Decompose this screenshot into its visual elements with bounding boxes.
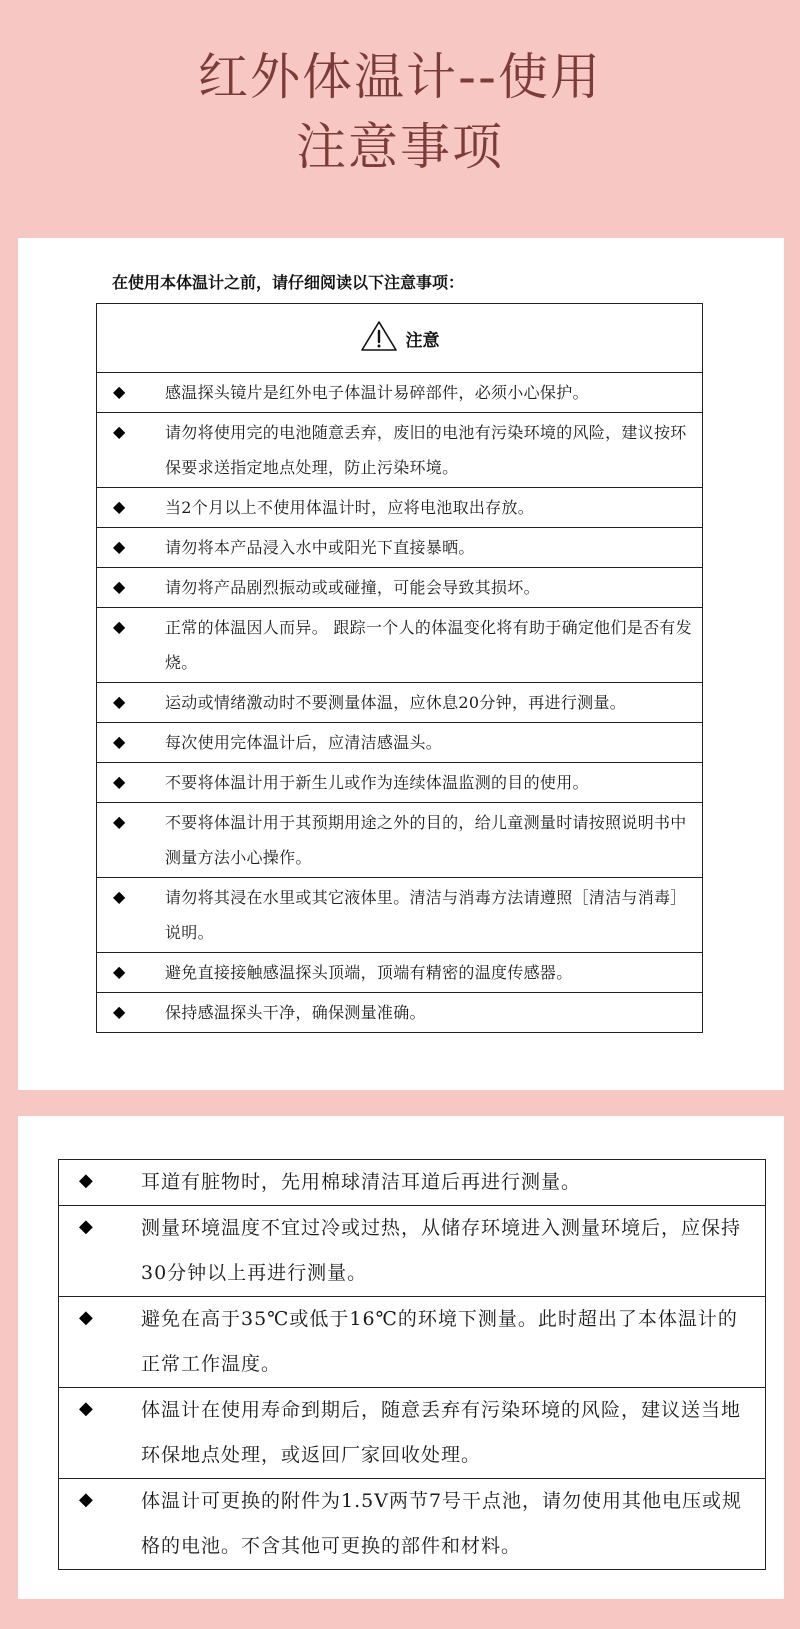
notice-row xyxy=(97,993,702,1032)
diamond-bullet-icon: ◆ xyxy=(113,617,126,636)
notice-row xyxy=(97,373,702,413)
diamond-bullet-icon: ◆ xyxy=(113,577,126,596)
diamond-bullet-icon: ◆ xyxy=(113,537,126,556)
diamond-bullet-icon: ◆ xyxy=(79,1489,93,1510)
notice-table xyxy=(96,303,703,1033)
diamond-bullet-icon: ◆ xyxy=(113,772,126,791)
notice-row xyxy=(59,1297,765,1388)
diamond-bullet-icon: ◆ xyxy=(113,732,126,751)
notice-row xyxy=(59,1388,765,1479)
intro-text: 在使用本体温计之前，请仔细阅读以下注意事项： xyxy=(112,273,465,292)
notice-text: 请勿将使用完的电池随意丢弃，废旧的电池有污染环境的风险，建议按环保要求送指定地点处理，防止污染环境。 xyxy=(165,423,687,477)
notice-text: 不要将体温计用于新生儿或作为连续体温监测的目的使用。 xyxy=(165,773,589,792)
notice-row xyxy=(97,878,702,953)
diamond-bullet-icon: ◆ xyxy=(113,422,126,441)
notice-row xyxy=(59,1479,765,1569)
diamond-bullet-icon: ◆ xyxy=(113,962,126,981)
notice-row xyxy=(97,528,702,568)
diamond-bullet-icon: ◆ xyxy=(113,887,126,906)
notice-header-label: 注意 xyxy=(405,330,440,351)
notice-text: 耳道有脏物时，先用棉球清洁耳道后再进行测量。 xyxy=(141,1171,582,1193)
diamond-bullet-icon: ◆ xyxy=(79,1398,93,1419)
notice-row xyxy=(97,488,702,528)
title-line-2: 注意事项 xyxy=(296,118,504,176)
notice-row xyxy=(97,803,702,878)
title-line-1: 红外体温计--使用 xyxy=(197,48,603,106)
notice-text: 正常的体温因人而异。 跟踪一个人的体温变化将有助于确定他们是否有发烧。 xyxy=(165,618,692,672)
diamond-bullet-icon: ◆ xyxy=(79,1170,93,1191)
notice-text: 每次使用完体温计后，应清洁感温头。 xyxy=(165,733,443,752)
notice-row xyxy=(97,683,702,723)
notice-row xyxy=(97,953,702,993)
diamond-bullet-icon: ◆ xyxy=(113,497,126,516)
notice-row xyxy=(59,1206,765,1297)
notice-table-2 xyxy=(58,1159,766,1570)
notice-row xyxy=(97,568,702,608)
diamond-bullet-icon: ◆ xyxy=(79,1307,93,1328)
diamond-bullet-icon: ◆ xyxy=(113,812,126,831)
notice-text: 避免在高于35℃或低于16℃的环境下测量。此时超出了本体温计的正常工作温度。 xyxy=(141,1308,738,1375)
notice-row xyxy=(97,763,702,803)
notice-text: 感温探头镜片是红外电子体温计易碎部件，必须小心保护。 xyxy=(165,383,589,402)
notice-text: 测量环境温度不宜过冷或过热，从储存环境进入测量环境后，应保持30分钟以上再进行测量。 xyxy=(141,1217,742,1284)
notice-text: 保持感温探头干净，确保测量准确。 xyxy=(165,1003,426,1022)
diamond-bullet-icon: ◆ xyxy=(113,1002,126,1021)
notice-text: 体温计可更换的附件为1.5V两节7号干点池，请勿使用其他电压或规格的电池。不含其他可更换的部件和材料。 xyxy=(141,1490,743,1557)
notice-text: 运动或情绪激动时不要测量体温，应休息20分钟，再进行测量。 xyxy=(165,693,627,712)
notice-text: 请勿将本产品浸入水中或阳光下直接暴晒。 xyxy=(165,538,475,557)
diamond-bullet-icon: ◆ xyxy=(79,1216,93,1237)
diamond-bullet-icon: ◆ xyxy=(113,382,126,401)
notice-row xyxy=(97,608,702,683)
notice-header xyxy=(97,304,702,373)
notice-text: 体温计在使用寿命到期后，随意丢弃有污染环境的风险，建议送当地环保地点处理，或返回厂家回收处理。 xyxy=(141,1399,742,1466)
diamond-bullet-icon: ◆ xyxy=(113,692,126,711)
notice-text: 当2个月以上不使用体温计时，应将电池取出存放。 xyxy=(165,498,535,517)
notice-text: 请勿将产品剧烈振动或或碰撞，可能会导致其损坏。 xyxy=(165,578,540,597)
notice-row xyxy=(97,413,702,488)
notice-text: 避免直接接触感温探头顶端，顶端有精密的温度传感器。 xyxy=(165,963,573,982)
notice-row xyxy=(59,1160,765,1206)
notice-text: 不要将体温计用于其预期用途之外的目的，给儿童测量时请按照说明书中测量方法小心操作。 xyxy=(165,813,687,867)
warning-triangle-icon xyxy=(360,320,398,356)
notice-row xyxy=(97,723,702,763)
notice-text: 请勿将其浸在水里或其它液体里。清洁与消毒方法请遵照［清洁与消毒］说明。 xyxy=(165,888,687,942)
page-title xyxy=(0,42,800,182)
